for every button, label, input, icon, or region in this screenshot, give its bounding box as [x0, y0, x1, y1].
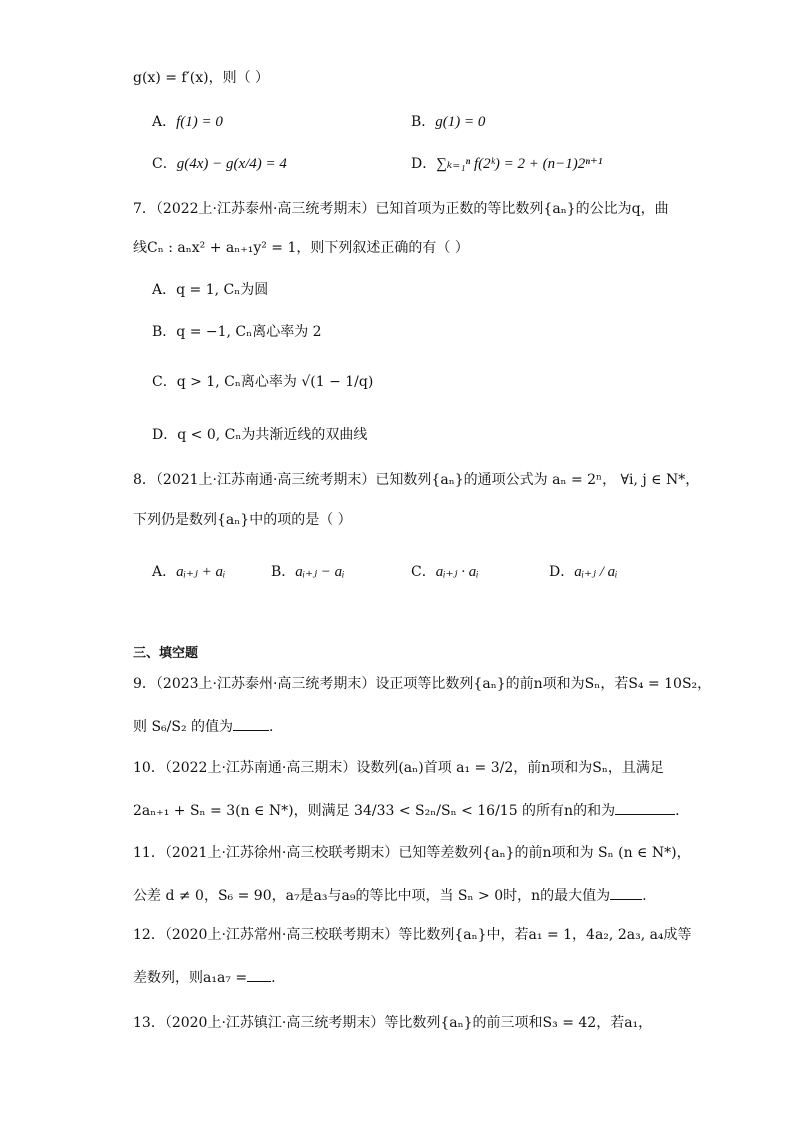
option-label: B．	[152, 324, 177, 340]
q11-line-1: 11．（2021上·江苏徐州·高三校联考期末）已知等差数列{aₙ}的前n项和为 Sₙ (n ∈ N*)，	[133, 845, 691, 861]
q7-line-1: 7．（2022上·江苏泰州·高三统考期末）已知首项为正数的等比数列{aₙ}的公比为q，曲	[133, 201, 669, 217]
answer-blank[interactable]	[233, 716, 269, 731]
q7-option-b	[152, 322, 322, 342]
option-label: C．	[411, 564, 436, 580]
q9-line-1: 9．（2023上·江苏泰州·高三统考期末）设正项等比数列{aₙ}的前n项和为Sₙ，若S₄ = 10S₂，	[133, 676, 712, 692]
q9-line-2-text: 则 S₆/S₂ 的值为	[133, 719, 234, 735]
option-label: B．	[411, 114, 436, 130]
q10-line-2: 2aₙ₊₁ + Sₙ = 3(n ∈ N*)，则满足 34/33 < S₂ₙ/Sₙ < 16/15 的所有n的和为 .	[133, 800, 680, 821]
q7-option-c	[152, 372, 373, 392]
q12-line-2-text: 差数列，则a₁a₇ =	[133, 970, 248, 986]
option-text: q = −1, Cₙ离心率为 2	[176, 324, 322, 340]
option-text: ∑ₖ₌₁ⁿ f(2ᵏ) = 2 + (n−1)2ⁿ⁺¹	[436, 156, 603, 172]
option-label: D．	[549, 564, 575, 580]
q7-option-a	[152, 280, 268, 300]
answer-blank[interactable]	[615, 800, 675, 815]
q9-line-2: 则 S₆/S₂ 的值为 .	[133, 716, 273, 737]
answer-blank[interactable]	[610, 885, 642, 900]
option-text: g(4x) − g(x/4) = 4	[176, 156, 287, 172]
q8-option-a	[152, 562, 225, 582]
q8-option-b	[271, 562, 345, 582]
option-text: aᵢ₊ⱼ · aᵢ	[435, 564, 479, 580]
q12-line-1: 12．（2020上·江苏常州·高三校联考期末）等比数列{aₙ}中，若a₁ = 1，4a₂, 2a₃, a₄成等	[133, 927, 692, 943]
option-label: D．	[411, 156, 437, 172]
q12-line-2: 差数列，则a₁a₇ = .	[133, 967, 276, 988]
option-label: A．	[152, 282, 177, 298]
option-label: A．	[152, 564, 177, 580]
q10-line-2-text: 2aₙ₊₁ + Sₙ = 3(n ∈ N*)，则满足 34/33 < S₂ₙ/Sₙ < 16/15 的所有n的和为	[133, 803, 616, 819]
q6-option-b	[411, 112, 485, 132]
option-text: f(1) = 0	[176, 114, 223, 130]
option-text: q = 1, Cₙ为圆	[176, 282, 269, 298]
section-heading-fill-in: 三、填空题	[133, 646, 199, 661]
q6-option-a	[152, 112, 223, 132]
q6-option-c	[152, 154, 287, 174]
option-text: aᵢ₊ⱼ − aᵢ	[295, 564, 345, 580]
q8-line-2: 下列仍是数列{aₙ}中的项的是（ ）	[133, 512, 352, 528]
q7-line-2: 线Cₙ : aₙx² + aₙ₊₁y² = 1，则下列叙述正确的有（ ）	[133, 240, 469, 256]
q8-option-c	[411, 562, 479, 582]
option-text: q < 0, Cₙ为共渐近线的双曲线	[177, 427, 368, 443]
q7-option-d	[152, 425, 367, 445]
q6-stem: g(x) = f′(x)，则（ ）	[133, 70, 270, 86]
option-label: C．	[152, 156, 177, 172]
option-label: A．	[152, 114, 177, 130]
q8-option-d	[549, 562, 618, 582]
q13-line-1: 13．（2020上·江苏镇江·高三统考期末）等比数列{aₙ}的前三项和S₃ = 42，若a₁，	[133, 1015, 653, 1031]
option-label: C．	[152, 374, 177, 390]
option-text: aᵢ₊ⱼ / aᵢ	[574, 564, 618, 580]
option-label: B．	[271, 564, 296, 580]
option-label: D．	[152, 427, 178, 443]
answer-blank[interactable]	[247, 967, 271, 982]
q11-line-2: 公差 d ≠ 0，S₆ = 90，a₇是a₃与a₉的等比中项，当 Sₙ > 0时，n的最大值为 .	[133, 885, 647, 906]
option-text: g(1) = 0	[435, 114, 486, 130]
q11-line-2-text: 公差 d ≠ 0，S₆ = 90，a₇是a₃与a₉的等比中项，当 Sₙ > 0时，n的最大值为	[133, 888, 611, 904]
q8-line-1: 8．（2021上·江苏南通·高三统考期末）已知数列{aₙ}的通项公式为 aₙ = 2ⁿ， ∀i, j ∈ N*，	[133, 472, 700, 488]
option-text: aᵢ₊ⱼ + aᵢ	[176, 564, 226, 580]
q10-line-1: 10．（2022上·江苏南通·高三期末）设数列(aₙ)首项 a₁ = 3/2，前n项和为Sₙ，且满足	[133, 760, 664, 776]
q6-option-d	[411, 154, 602, 174]
option-text: q > 1, Cₙ离心率为 √(1 − 1/q)	[176, 374, 374, 390]
